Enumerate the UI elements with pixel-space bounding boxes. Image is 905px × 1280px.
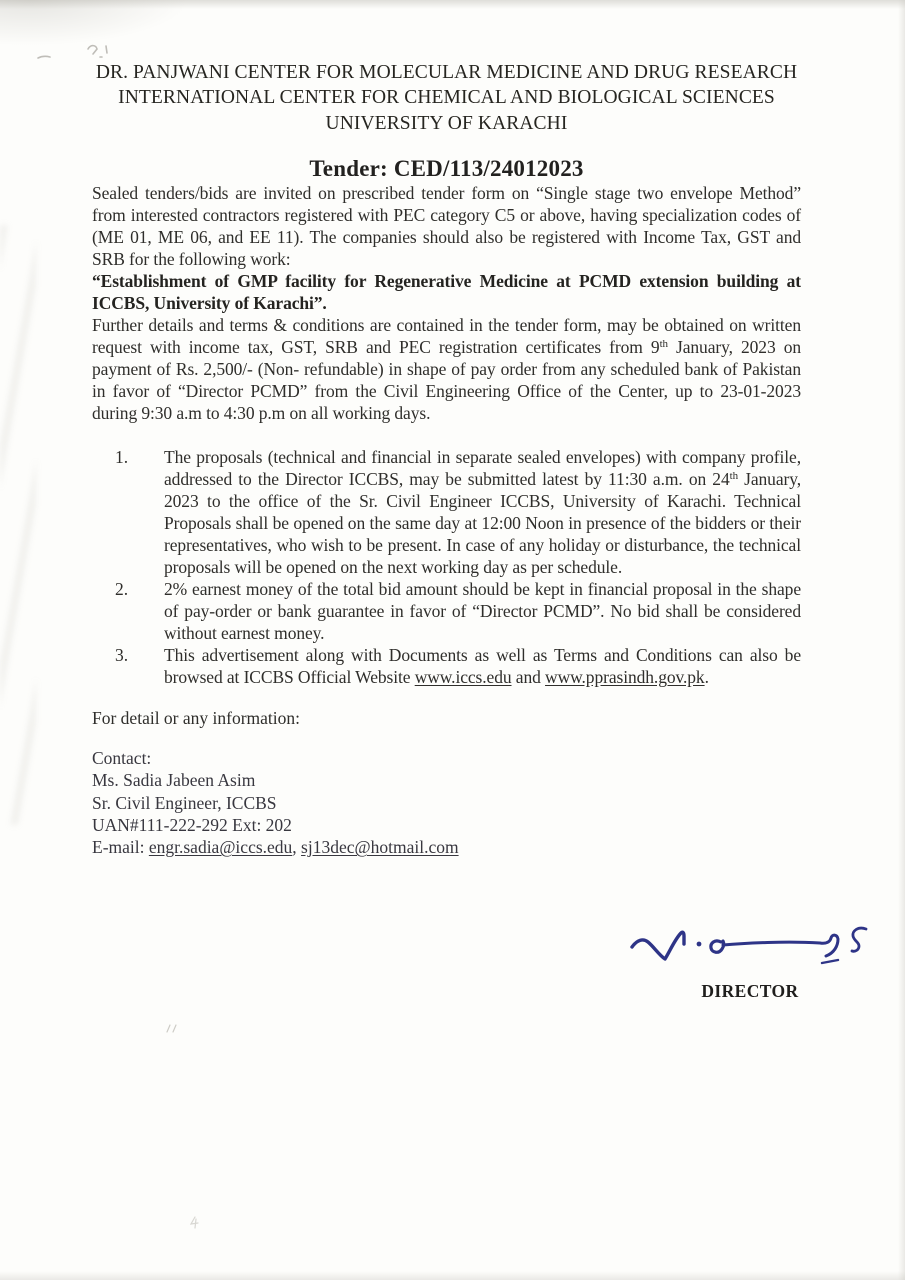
list-item-3-text (164, 644, 801, 688)
scan-edge-left-streaks (0, 225, 36, 825)
iccs-website-link[interactable]: www.iccs.edu (414, 667, 512, 688)
info-line: For detail or any information: (92, 708, 301, 729)
email-separator: , (292, 837, 302, 858)
contact-block (92, 747, 801, 858)
item3-text-1: This advertisement along with Documents as well as Terms and Conditions can also be browsed at ICCBS Official Website (164, 645, 801, 688)
list-item-1-number: 1. (115, 447, 129, 468)
ordinal-superscript-9th: th (659, 338, 668, 351)
list-item-3 (92, 644, 801, 688)
contact-name: Ms. Sadia Jabeen Asim (92, 770, 256, 791)
conditions-list (92, 446, 801, 688)
organization-header (92, 60, 801, 136)
director-signature-icon (626, 918, 874, 974)
scan-corner-smudge (0, 0, 190, 46)
document-content (92, 60, 801, 858)
list-item-3-number: 3. (115, 645, 129, 666)
item3-text-2: and (511, 667, 546, 688)
work-title-paragraph: “Establishment of GMP facility for Regenerative Medicine at PCMD extension building at ICCBS, University of Karachi”. (92, 271, 801, 314)
item1-text-1: The proposals (technical and financial in separate sealed envelopes) with company profile, addressed to the Director ICCBS, may be submitted latest by 11:30 a.m. on 24 (164, 447, 801, 490)
intro-paragraph: Sealed tenders/bids are invited on prescribed tender form on “Single stage two envelope Method” from interested contractors registered with PEC category C5 or above, having specialization codes of (ME 01, ME 06, and EE 11). The companies should also be registered with Income Tax, GST and SRB for the following work: (92, 183, 801, 270)
list-item-2 (92, 578, 801, 644)
pprasindh-website-link[interactable]: www.pprasindh.gov.pk (545, 667, 705, 688)
org-name-line-3: UNIVERSITY OF KARACHI (325, 112, 568, 134)
list-item-2-text: 2% earnest money of the total bid amount should be kept in financial proposal in the shape of pay-order or bank guarantee in favor of “Director PCMD”. No bid shall be considered without earnest money. (164, 579, 801, 644)
signature-block (626, 918, 874, 1002)
email-link-1[interactable]: engr.sadia@iccs.edu (148, 837, 293, 858)
email-link-2[interactable]: sj13dec@hotmail.com (301, 837, 459, 858)
tender-number-title: Tender: CED/113/24012023 (309, 156, 584, 182)
scan-edge-right-shadow (898, 0, 905, 1280)
list-item-1 (92, 446, 801, 578)
details-text-2: January, 2023 on payment of Rs. 2,500/- (Non- refundable) in shape of pay order from any scheduled bank of Pakistan in favor of “Director PCMD” from the Civil Engineering Office of the Center, up to 23-01-2023 during 9:30 a.m to 4:30 p.m on all working days. (92, 337, 801, 424)
ordinal-superscript-24th: th (729, 470, 738, 483)
email-label: E-mail: (92, 837, 149, 858)
contact-email-line (92, 836, 801, 858)
org-name-line-2: INTERNATIONAL CENTER FOR CHEMICAL AND BIOLOGICAL SCIENCES (118, 87, 775, 109)
details-text-1: Further details and terms & conditions are contained in the tender form, may be obtained on written request with income tax, GST, SRB and PEC registration certificates from 9 (92, 315, 801, 358)
scan-edge-bottom-shadow (0, 1271, 905, 1280)
contact-phone: UAN#111-222-292 Ext: 202 (92, 814, 292, 835)
faint-smudge-mark (190, 1216, 202, 1230)
director-label: DIRECTOR (701, 981, 799, 1001)
item1-text-2: January, 2023 to the office of the Sr. Civil Engineer ICCBS, University of Karachi. Technical Proposals shall be opened on the same day at 12:00 Noon in presence of the bidders or their representatives, who wish to be present. In case of any holiday or disturbance, the technical proposals will be opened on the next working day as per schedule. (164, 469, 802, 578)
list-item-2-number: 2. (115, 579, 129, 600)
org-name-line-1: DR. PANJWANI CENTER FOR MOLECULAR MEDICINE AND DRUG RESEARCH (95, 62, 798, 83)
list-item-1-text (164, 446, 801, 578)
item3-text-3: . (704, 667, 709, 688)
contact-heading: Contact: (92, 748, 152, 769)
faint-tick-marks (166, 1024, 180, 1034)
contact-designation: Sr. Civil Engineer, ICCBS (92, 792, 277, 813)
details-paragraph (92, 314, 801, 424)
